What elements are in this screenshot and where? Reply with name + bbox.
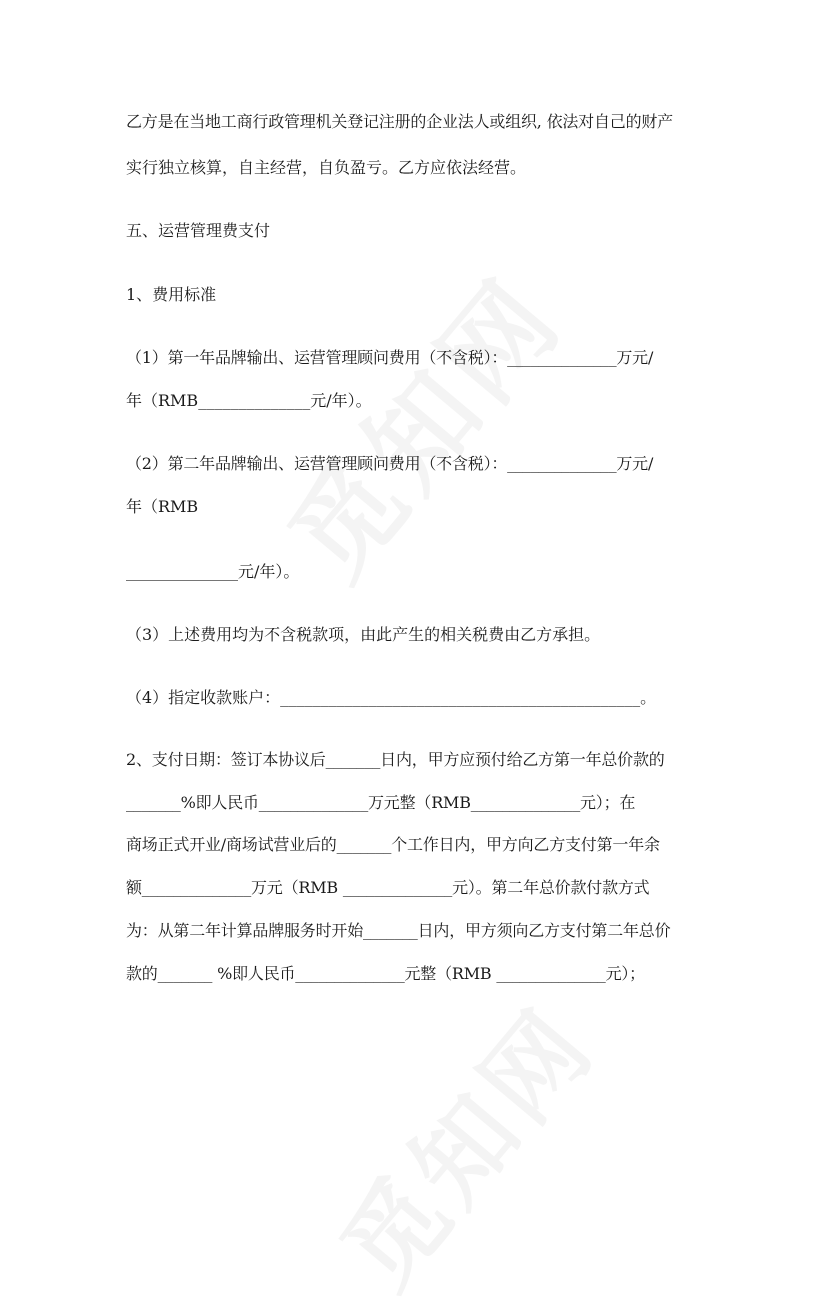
- paragraph-line: （1）第一年品牌输出、运营管理顾问费用（不含税）：______________万元/: [126, 348, 654, 367]
- paragraph-line: （4）指定收款账户：_____________________________________________。: [126, 688, 657, 707]
- paragraph-line: 为：从第二年计算品牌服务时开始_______日内，甲方须向乙方支付第二年总价: [126, 921, 671, 940]
- paragraph-line: 乙方是在当地工商行政管理机关登记注册的企业法人或组织, 依法对自己的财产: [126, 112, 673, 131]
- paragraph-line: ______________元/年）。: [126, 562, 300, 581]
- paragraph-line: 年（RMB______________元/年）。: [126, 391, 372, 410]
- paragraph-line: 2、支付日期：签订本协议后_______日内，甲方应预付给乙方第一年总价款的: [126, 750, 665, 769]
- watermark: [248, 239, 590, 605]
- paragraph-line: （3）上述费用均为不含税款项，由此产生的相关税费由乙方承担。: [126, 625, 601, 644]
- paragraph-line: （2）第二年品牌输出、运营管理顾问费用（不含税）：______________万元/: [126, 454, 654, 473]
- paragraph-line: 款的_______ %即人民币______________元整（RMB ______________元）；: [126, 964, 645, 983]
- watermark: [303, 972, 622, 1312]
- paragraph-line: 额______________万元（RMB ______________元）。第二年总价款付款方式: [126, 878, 650, 897]
- paragraph-line: 年（RMB: [126, 497, 199, 516]
- subsection-heading: 1、费用标准: [126, 285, 217, 304]
- section-heading: 五、运营管理费支付: [126, 221, 271, 240]
- paragraph-line: 实行独立核算，自主经营，自负盈亏。乙方应依法经营。: [126, 158, 527, 177]
- paragraph-line: 商场正式开业/商场试营业后的_______个工作日内，甲方向乙方支付第一年余: [126, 835, 660, 854]
- paragraph-line: _______%即人民币______________万元整（RMB______________元）；在: [126, 793, 636, 812]
